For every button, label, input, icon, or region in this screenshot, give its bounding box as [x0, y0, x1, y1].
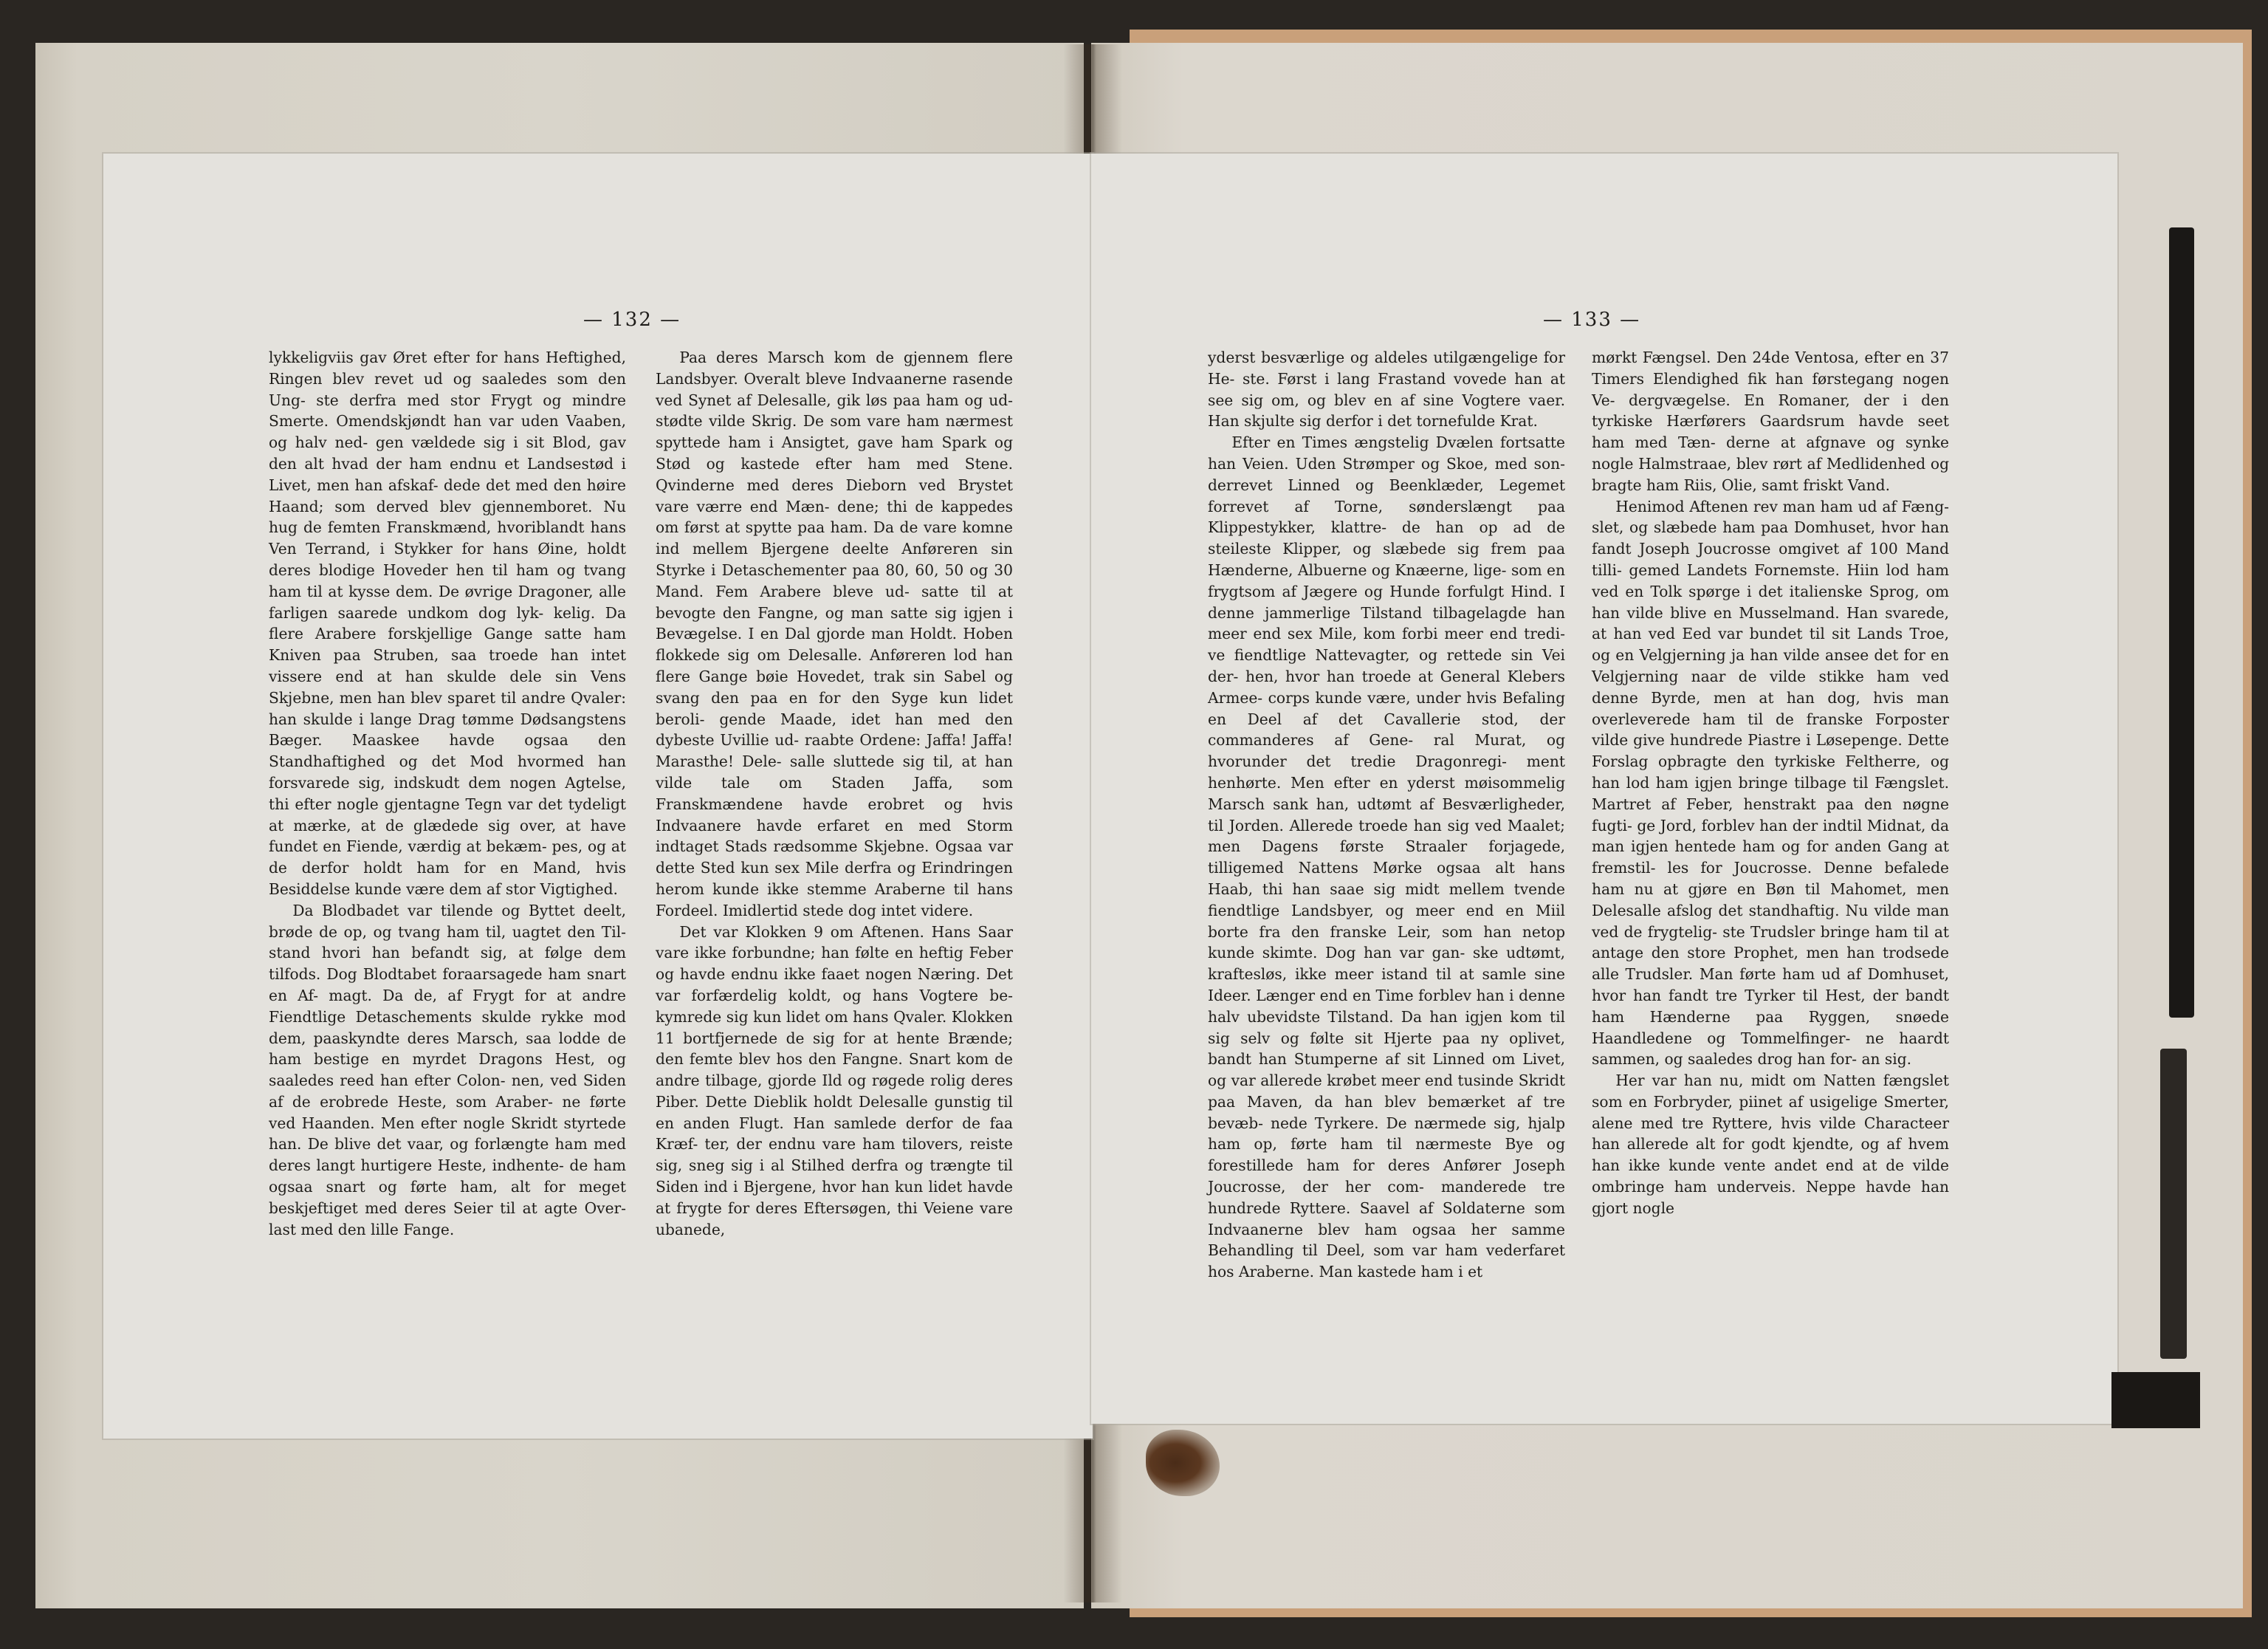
page-number-right: — 133 — [1543, 309, 1641, 331]
page-number-left: — 132 — [583, 309, 681, 331]
right-page-column-1 [1208, 347, 1565, 1283]
binding-tab [2111, 1372, 2200, 1428]
paragraph: Paa deres Marsch kom de gjennem flere Landsbyer. Overalt bleve Indvaanerne rasende ved Synet af Delesalle, gik løs paa ham og ud- stødte vilde Skrig. De som vare ham nærmest spyttede ham i Ansigtet, gave ham Spark og Stød og kastede efter ham med Stene. Qvinderne med deres Dieborn ved Brystet vare værre end Mæn- dene; thi de kappedes om først at spytte paa ham. Da de vare komne ind mellem Bjergene deelte Anføreren sin Styrke i Detaschementer paa 80, 60, 50 og 30 Mand. Fem Arabere bleve ud- satte til at bevogte den Fangne, og man satte sig igjen i Bevægelse. I en Dal gjorde man Holdt. Hoben flokkede sig om Delesalle. Anføreren lod han flere Gange bøie Hovedet, trak sin Sabel og svang den paa en for den Syge kun lidet beroli- gende Maade, idet han med den dybeste Uvillie ud- raabte Ordene: Jaffa! Jaffa! Marasthe! Dele- salle sluttede sig til, at han vilde tale om Staden Jaffa, som Franskmændene havde erobret og hvis Indvaanere havde erfaret en med Storm indtaget Stads rædsomme Skjebne. Ogsaa var dette Sted kun sex Mile derfra og Erindringen herom kunde ikke stemme Araberne til hans Fordeel. Imidlertid stede dog intet videre. [656, 349, 1013, 919]
paragraph: yderst besværlige og aldeles utilgængelige for He- ste. Først i lang Frastand vovede han at see sig om, og blev en af sine Vogtere vaer. Han skjulte sig derfor i det tornefulde Krat. [1208, 349, 1565, 431]
left-page-column-1 [269, 347, 626, 1240]
paragraph: Det var Klokken 9 om Aftenen. Hans Saar vare ikke forbundne; han følte en heftig Feber og havde endnu ikke faaet nogen Næring. Det var forfærdelig koldt, og hans Vogtere be- kymrede sig kun lidet om hans Qvaler. Klokken 11 bortfjernede de sig for at hente Brænde; den femte blev hos den Fangne. Snart kom de andre tilbage, gjorde Ild og røgede rolig deres Piber. Dette Dieblik holdt Delesalle gunstig til en anden Flugt. Han samlede derfor de faa Kræf- ter, der endnu vare ham tilovers, reiste sig, sneg sig i al Stilhed derfra og trængte til Siden ind i Bjergene, hvor han kun lidet havde at frygte for deres Eftersøgen, thi Veiene vare ubanede, [656, 922, 1013, 1238]
paragraph: Efter en Times ængstelig Dvælen fortsatte han Veien. Uden Strømper og Skoe, med son- derrevet Linned og Beenklæder, Legemet forrevet af Torne, sønderslængt paa Klippestykker, klattre- de han op ad de steileste Klipper, og slæbede sig frem paa Hænderne, Albuerne og Knæerne, lige- som en frygtsom af Jægere og Hunde forfulgt Hind. I denne jammerlige Tilstand tilbagelagde han meer end sex Mile, kom forbi meer end tredi- ve fiendtlige Nattevagter, og rettede sin Vei der- hen, hvor han troede at General Klebers Armee- corps kunde være, under hvis Befaling en Deel af det Cavallerie stod, der commanderes af Gene- ral Murat, og hvorunder det tredie Dragonregi- ment henhørte. Men efter en yderst møisommelig Marsch sank han, udtømt af Besværligheder, til Jorden. Allerede troede han sig ved Maalet; men Dagens første Straaler forjagede, tilligemed Nattens Mørke ogsaa alt hans Haab, thi han saae sig midt mellem tvende fiendtlige Landsbyer, og meer end en Miil borte fra den franske Leir, som han netop kunde skimte. Dog han var gan- ske udtømt, kraftesløs, ikke meer istand til at samle sine Ideer. Længer end en Time forblev han i denne halv ubevidste Tilstand. Da han igjen kom til sig selv og følte sit Hjerte paa ny oplivet, bandt han Stumperne af sit Linned om Livet, og var allerede krøbet meer end tusinde Skridt paa Maven, da han blev bemærket af tre bevæb- nede Tyrkere. De nærmede sig, hjalp ham op, førte ham til nærmeste Bye og forestillede ham for deres Anfører Joseph Joucrosse, der her com- manderede tre hundrede Ryttere. Saavel af Soldaterne som Indvaanerne blev ham ogsaa her samme Behandling til Deel, som var ham vederfaret hos Araberne. Man kastede ham i et [1208, 433, 1565, 1281]
binding-tab [2169, 227, 2194, 1018]
binding-tab [2160, 1049, 2187, 1359]
paragraph: mørkt Fængsel. Den 24de Ventosa, efter en 37 Timers Elendighed fik han førstegang nogen Ve- dergvægelse. En Romaner, der i den tyrkiske Hærførers Gaardsrum havde seet ham med Tæn- derne at afgnave og synke nogle Halmstraae, blev rørt af Medlidenhed og bragte ham Riis, Olie, samt friskt Vand. [1592, 349, 1949, 494]
paragraph: Da Blodbadet var tilende og Byttet deelt, brøde de op, og tvang ham til, uagtet den Til- stand hvori han befandt sig, at følge dem tilfods. Dog Blodtabet foraarsagede ham snart en Af- magt. Da de, af Frygt for at andre Fiendtlige Detaschements skulde rykke mod dem, paaskyndte deres Marsch, saa lodde de ham bestige en myrdet Dragons Hest, og saaledes reed han efter Colon- nen, ved Siden af de erobrede Heste, som Araber- ne førte ved Haanden. Men efter nogle Skridt styrtede han. De blive det vaar, og forlængte ham med deres langt hurtigere Heste, indhente- de ham ogsaa snart og førte ham, alt for meget beskjeftiget med deres Seier til at agte Over- last med den lille Fange. [269, 901, 626, 1238]
paragraph: Henimod Aftenen rev man ham ud af Fæng- slet, og slæbede ham paa Domhuset, hvor han fandt Joseph Joucrosse omgivet af 100 Mand tilli- gemed Landets Fornemste. Hiin lod ham ved en Tolk spørge i det italienske Sprog, om han vilde blive en Musselmand. Han svarede, at han ved Eed var bundet til sit Lands Troe, og en Velgjerning ja han vilde ansee det for en Velgjerning naar de vilde stikke ham ved denne Byrde, men at han dog, hvis man overleverede ham til de franske Forposter vilde give hundrede Piastre i Løsepenge. Dette Forslag opbragte den tyrkiske Feltherre, og han lod ham igjen bringe tilbage til Fængslet. Martret af Feber, henstrakt paa den nøgne fugti- ge Jord, forblev han der indtil Midnat, da man igjen hentede ham og for anden Gang at fremstil- les for Joucrosse. Denne befalede ham nu at gjøre en Bøn til Mahomet, men Delesalle afslog det standhaftig. Nu vilde man ved de frygtelig- ste Trudsler bringe ham til at antage den store Prophet, men han trodsede alle Trudsler. Man førte ham ud af Domhuset, hvor han fandt tre Tyrker til Hest, der bandt ham Hænderne paa Ryggen, snøede Haandledene og Tommelfinger- ne haardt sammen, og saaledes drog han for- an sig. [1592, 497, 1949, 1069]
paragraph: lykkeligviis gav Øret efter for hans Heftighed, Ringen blev revet ud og saaledes som den Ung- ste derfra med stor Frygt og mindre Smerte. Omendskjøndt han var uden Vaaben, og halv ned- gen vældede sig i sit Blod, gav den alt hvad der ham endnu et Landsestød i Livet, men han afskaf- dede det med den høire Haand; som derved blev gjennemboret. Nu hug de femten Franskmænd, hvoriblandt hans Ven Terrand, i Stykker for hans Øine, holdt deres blodige Hoveder hen til ham og tvang ham til at kysse dem. De øvrige Dragoner, alle farligen saarede undkom dog lyk- kelig. Da flere Arabere forskjellige Gange satte ham Kniven paa Struben, saa troede han intet vissere end at han skulde dele sin Vens Skjebne, men han blev sparet til andre Qvaler: han skulde i lange Drag tømme Dødsangstens Bæger. Maaskee havde ogsaa den Standhaftighed og det Mod hvormed han forsvarede sig, indskudt dem nogen Agtelse, thi efter nogle gjentagne Tegn var det tydeligt at mærke, at de glædede sig over, at have fundet en Fiende, værdig at bekæm- pes, og at de derfor holdt ham for en Mand, hvis Besiddelse kunde være dem af stor Vigtighed. [269, 349, 626, 898]
left-page-column-2 [656, 347, 1013, 1240]
right-page-column-2 [1592, 347, 1949, 1219]
paragraph: Her var han nu, midt om Natten fængslet som en Forbryder, piinet af usigelige Smerter, alene med tre Ryttere, hvis vilde Characteer han allerede alt for godt kjendte, og af hvem han ikke kunde vente andet end at de vilde ombringe ham underveis. Neppe havde han gjort nogle [1592, 1072, 1949, 1217]
